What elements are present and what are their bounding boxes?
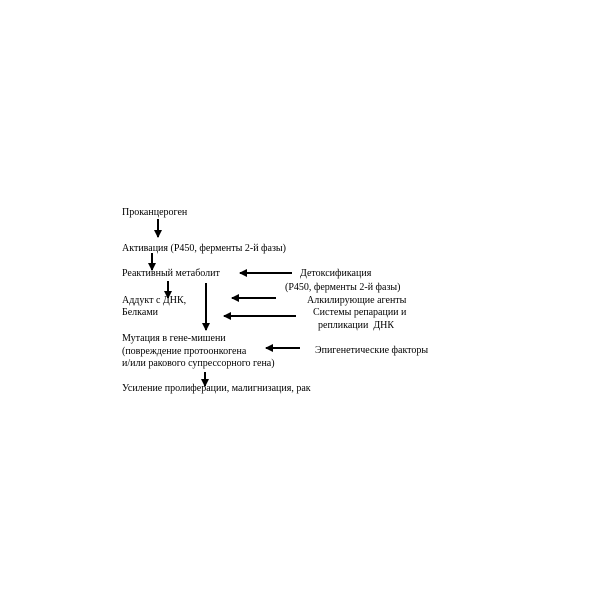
node-activation: Активация (Р450, ферменты 2-й фазы) — [122, 243, 286, 254]
node-epigenetic-factors: Эпигенетические факторы — [315, 345, 429, 356]
node-procarcinogen: Проканцероген — [122, 207, 188, 218]
node-mutation-detail1: (повреждение протоонкогена — [122, 346, 247, 357]
node-adduct-line2: Белками — [122, 307, 158, 318]
node-repair-line1: Системы репарации и — [313, 307, 407, 318]
node-outcome: Усиление пролиферации, малигнизация, рак — [122, 383, 311, 394]
node-detox-title: Детоксификация — [300, 268, 372, 279]
node-alkylating-agents: Алкилирующие агенты — [307, 295, 407, 306]
node-mutation-detail2: и/или ракового супрессорного гена) — [122, 358, 275, 369]
node-repair-line2: репликации ДНК — [318, 320, 395, 331]
node-detox-enzymes: (Р450, ферменты 2-й фазы) — [285, 282, 401, 293]
node-adduct-line1: Аддукт с ДНК, — [122, 295, 187, 306]
node-mutation-title: Мутация в гене-мишени — [122, 333, 226, 344]
node-reactive-metabolite: Реактивный метаболит — [122, 268, 220, 279]
